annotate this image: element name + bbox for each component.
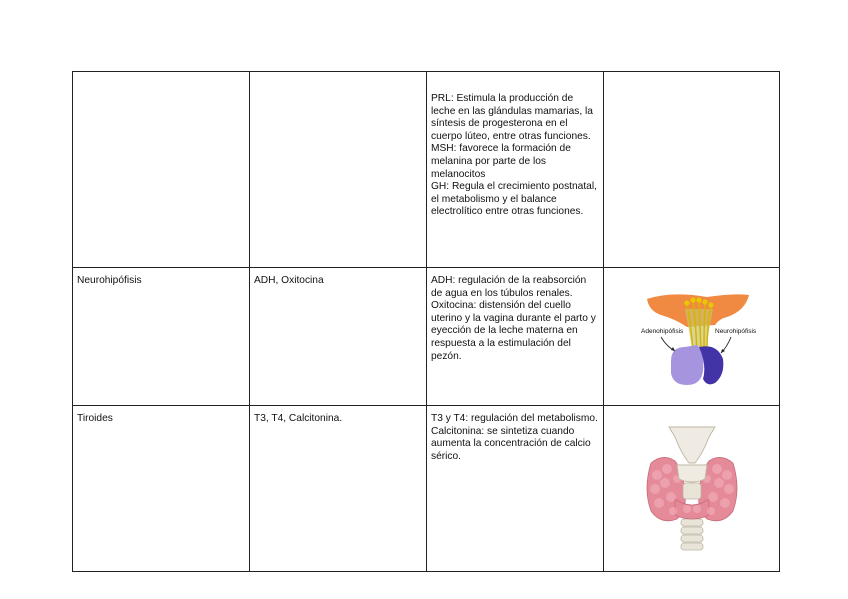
image-cell xyxy=(604,268,780,406)
gland-cell: Neurohipófisis xyxy=(73,268,250,406)
adenohypophysis-label: Adenohipófisis xyxy=(640,327,683,335)
description-cell: ADH: regulación de la reabsorción de agua en los túbulos renales. Oxitocina: distensión del cuello uterino y la vagina durante el parto y eyección de la leche materna en respuesta a la estimulación del pezón. xyxy=(427,268,604,406)
hormones-cell: ADH, Oxitocina xyxy=(250,268,427,406)
pituitary-diagram-image xyxy=(627,281,757,393)
hormones-cell xyxy=(250,72,427,268)
description-cell: PRL: Estimula la producción de leche en las glándulas mamarias, la síntesis de progesterona en el cuerpo lúteo, entre otras funciones. MSH: favorece la formación de melanina por parte de los melanocitos GH: Regula el crecimiento postnatal, el metabolismo y el balance electrolítico entre otras funciones. xyxy=(427,72,604,268)
hormones-cell: T3, T4, Calcitonina. xyxy=(250,406,427,572)
description-cell: T3 y T4: regulación del metabolismo. Calcitonina: se sintetiza cuando aumenta la concentración de calcio sérico. xyxy=(427,406,604,572)
gland-cell: Tiroides xyxy=(73,406,250,572)
neurohypophysis-label: Neurohipófisis xyxy=(714,327,756,335)
table-row xyxy=(73,268,780,406)
hormone-table xyxy=(72,71,780,572)
table-row xyxy=(73,406,780,572)
thyroid-illustration-image xyxy=(637,419,747,559)
gland-cell xyxy=(73,72,250,268)
image-cell xyxy=(604,406,780,572)
table-row xyxy=(73,72,780,268)
image-cell xyxy=(604,72,780,268)
